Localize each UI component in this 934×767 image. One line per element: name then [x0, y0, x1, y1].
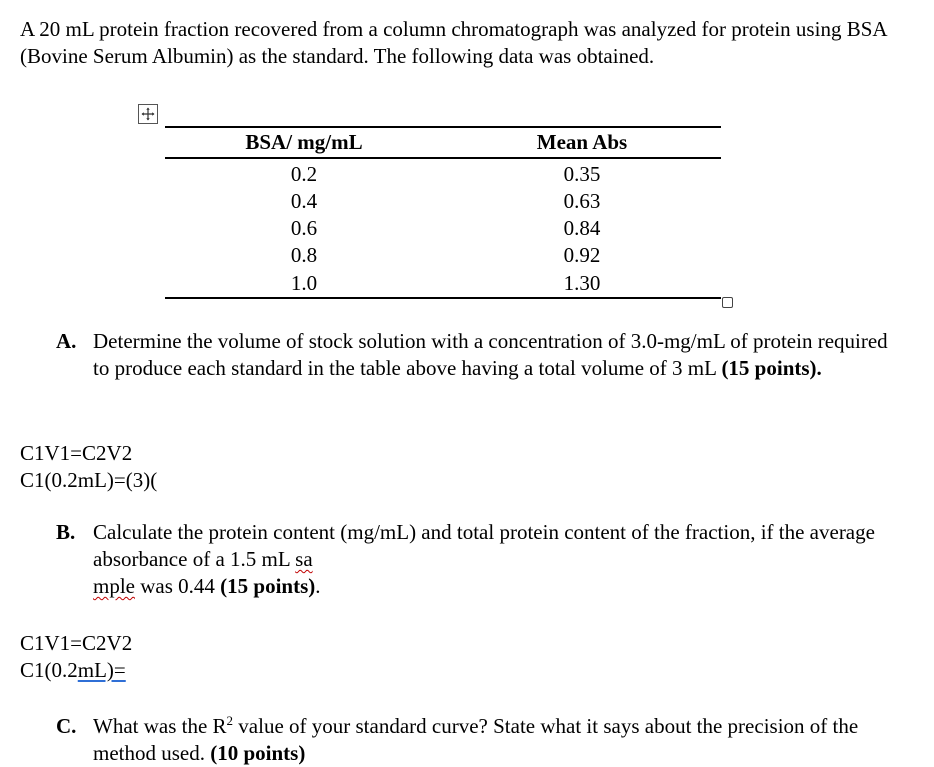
table-resize-handle[interactable]	[722, 297, 733, 308]
intro-paragraph: A 20 mL protein fraction recovered from a column chromatograph was analyzed for protein using BSA (Bovine Serum Albumin) as the standard. The following data was obtained.	[20, 17, 887, 68]
question-c-label: C.	[56, 714, 77, 738]
work-b-underlined-text: mL)=	[77, 658, 126, 682]
column-header-bsa: BSA/ mg/mL	[165, 127, 443, 158]
question-c	[56, 713, 896, 767]
move-icon	[141, 107, 155, 121]
question-b	[56, 519, 896, 600]
work-a-line-2: C1(0.2mL)=(3)(	[20, 468, 158, 492]
table-move-handle[interactable]	[138, 104, 158, 124]
question-b-end: .	[315, 574, 321, 598]
bsa-cell: 0.4	[290, 189, 318, 213]
abs-cell: 0.84	[563, 216, 601, 240]
spellcheck-word-sa[interactable]: sa	[295, 547, 313, 571]
abs-cell: 0.63	[563, 189, 601, 213]
table-row	[165, 242, 721, 269]
column-header-mean-abs: Mean Abs	[443, 127, 721, 158]
abs-cell: 1.30	[443, 269, 721, 298]
table-row	[165, 215, 721, 242]
bsa-cell: 1.0	[165, 269, 443, 298]
superscript-2: 2	[226, 713, 234, 728]
question-b-body	[93, 519, 896, 600]
work-a-line-1: C1V1=C2V2	[20, 441, 133, 465]
question-c-points: (10 points)	[210, 741, 306, 765]
question-b-text: Calculate the protein content (mg/mL) and total protein content of the fraction, if the average absorbance of a 1.5 mL	[93, 520, 875, 571]
question-c-body	[93, 713, 896, 767]
question-a-points: (15 points).	[721, 356, 822, 380]
table-row	[165, 188, 721, 215]
work-b-line-1: C1V1=C2V2	[20, 631, 133, 655]
question-a-body	[93, 328, 896, 382]
bsa-cell: 0.6	[290, 216, 318, 240]
abs-cell: 0.92	[563, 243, 601, 267]
bsa-cell: 0.2	[290, 162, 318, 186]
table-row	[165, 269, 721, 298]
question-c-text: What was the R	[93, 714, 227, 738]
question-b-label: B.	[56, 520, 76, 544]
work-b-line-2-prefix: C1(0.2	[20, 658, 78, 682]
work-b-line-2	[20, 657, 126, 684]
question-a	[56, 328, 896, 382]
question-c-text-2: value of your standard curve? State what it says about the precision of the method used.	[93, 714, 859, 765]
bsa-cell: 0.8	[290, 243, 318, 267]
table-row	[165, 158, 721, 188]
question-b-text-2: was 0.44	[135, 574, 221, 598]
table-header-row	[165, 127, 721, 158]
question-a-label: A.	[56, 329, 77, 353]
bsa-data-table	[165, 126, 721, 299]
spellcheck-word-mple[interactable]: mple	[93, 574, 135, 598]
question-a-text: Determine the volume of stock solution with a concentration of 3.0-mg/mL of protein required to produce each standard in the table above having a total volume of 3 mL	[93, 329, 888, 380]
abs-cell: 0.35	[563, 162, 601, 186]
question-b-points: (15 points)	[220, 574, 316, 598]
